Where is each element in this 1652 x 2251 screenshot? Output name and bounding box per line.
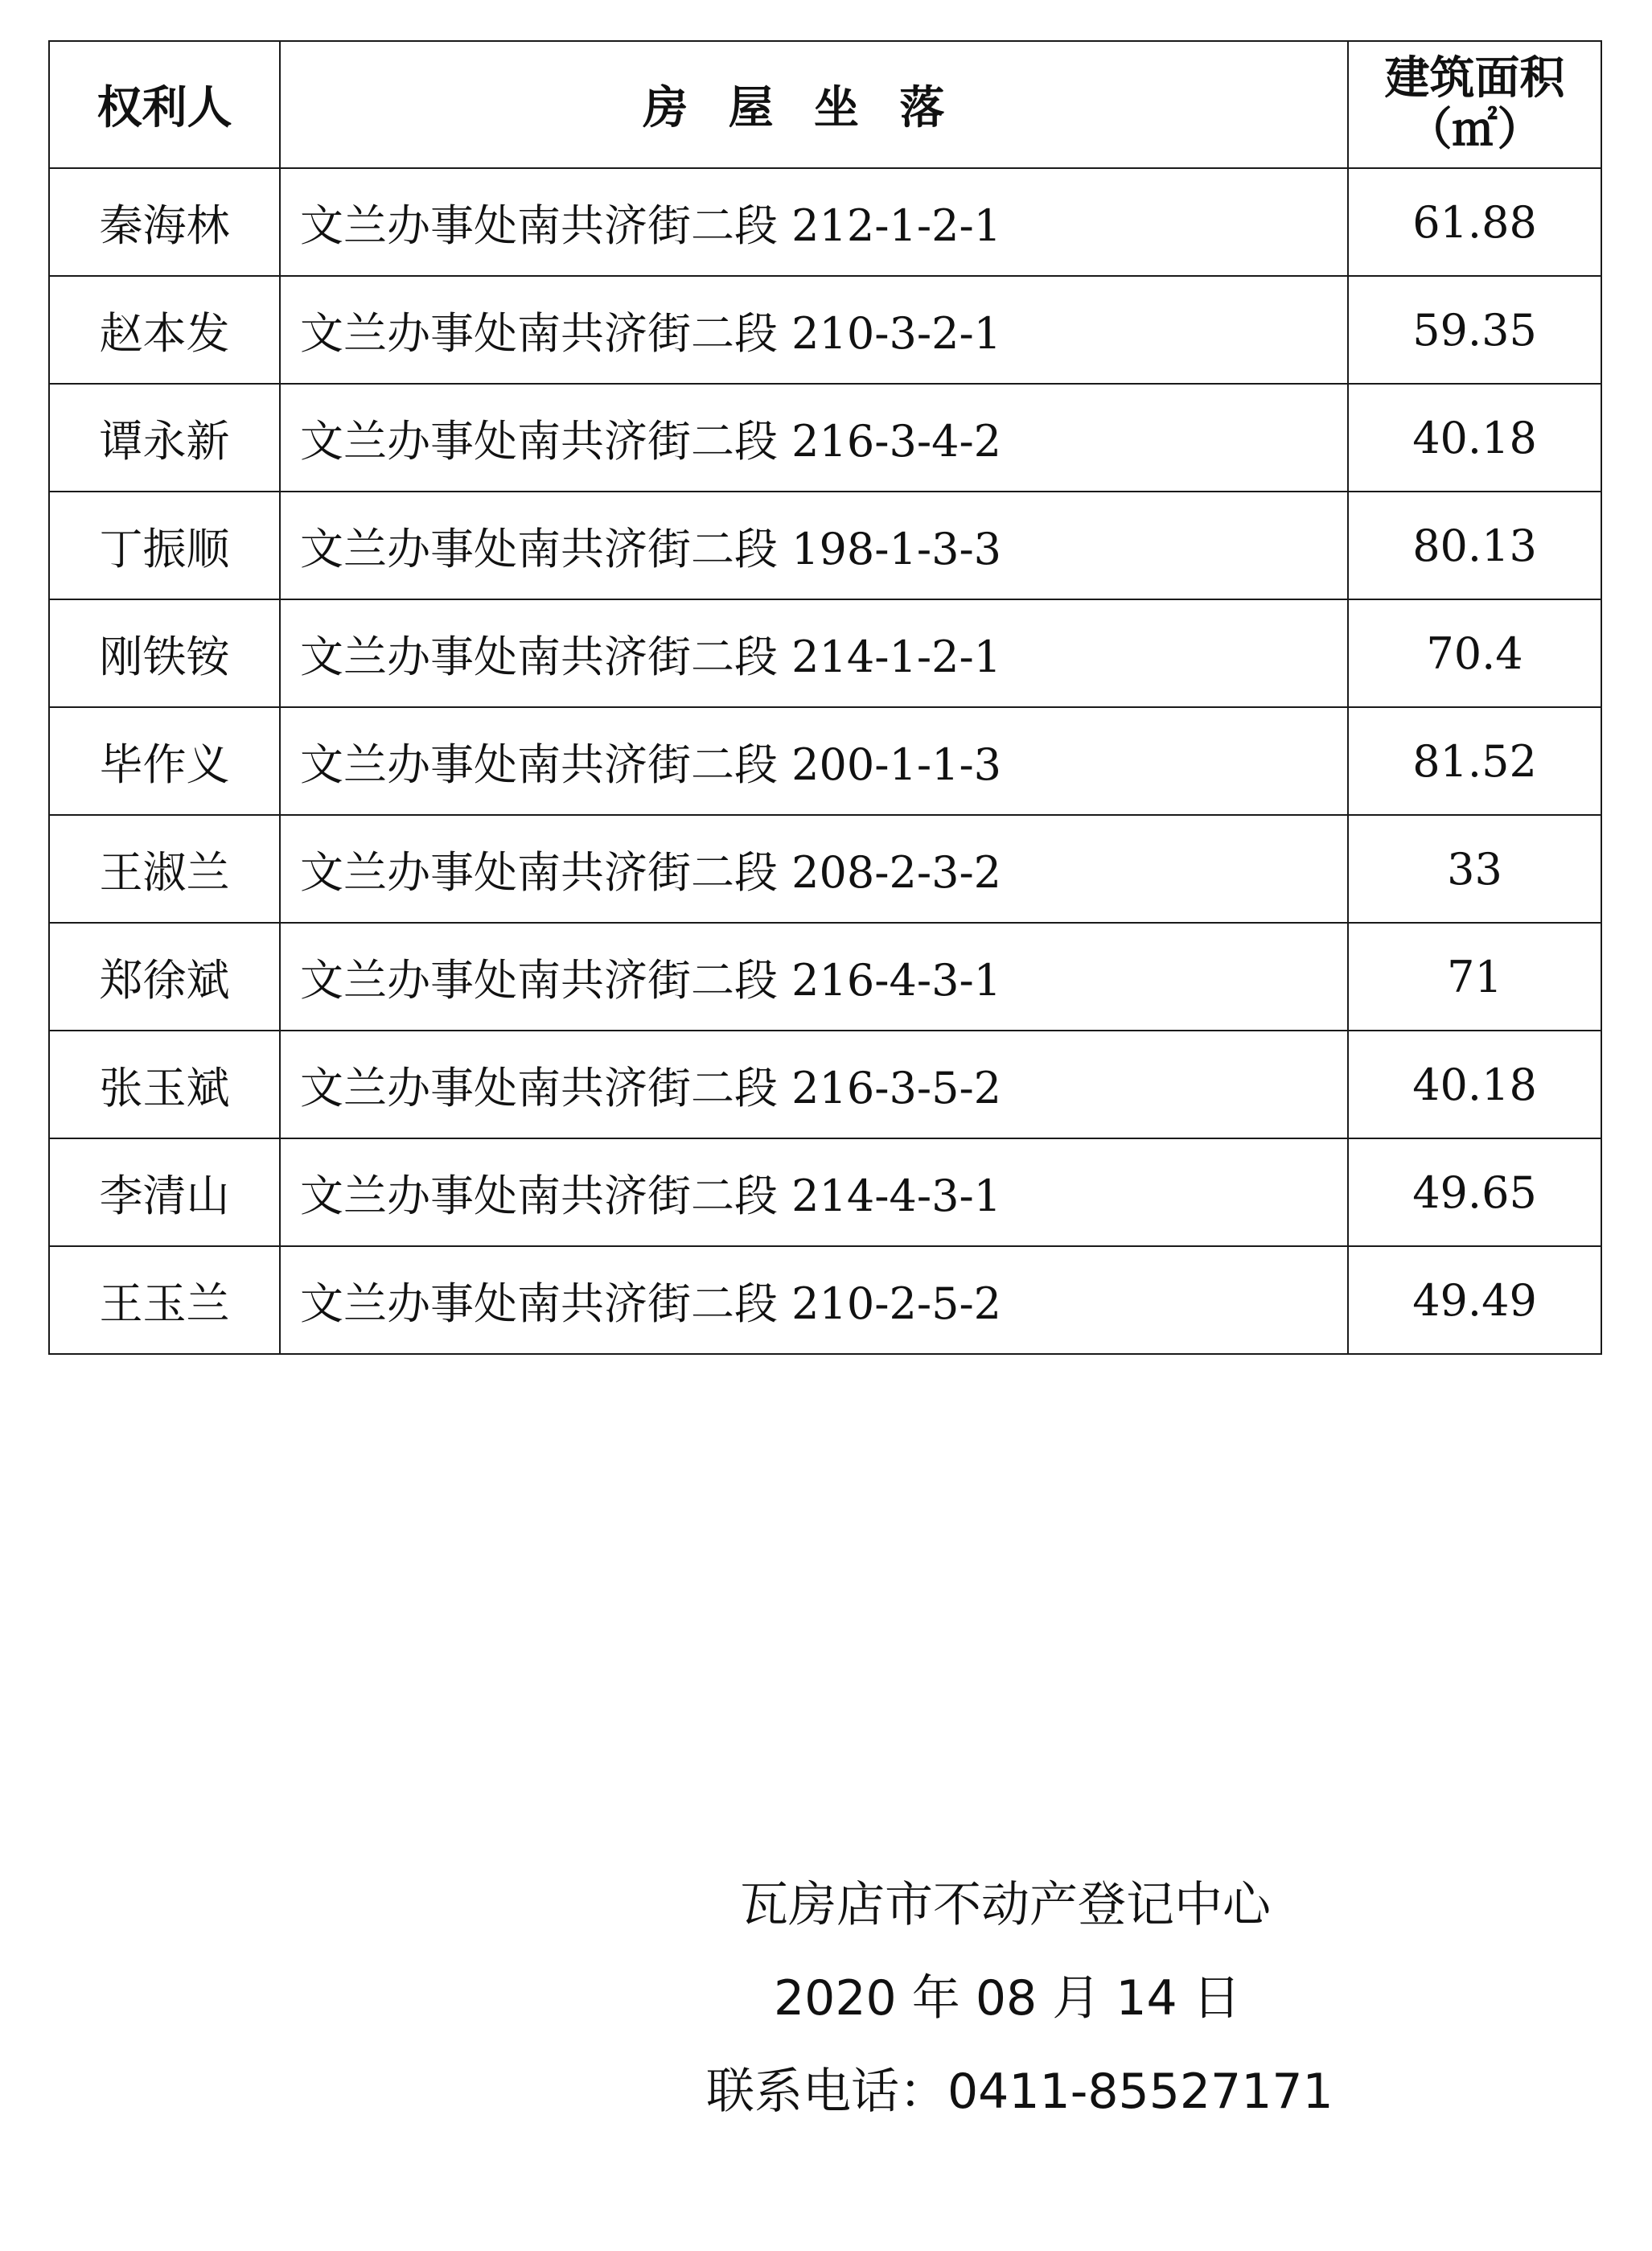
area-cell: 81.52 — [1348, 707, 1601, 815]
owner-cell: 赵本发 — [49, 276, 280, 384]
table-row — [49, 384, 1601, 492]
table-body — [49, 168, 1601, 1354]
table-row — [49, 276, 1601, 384]
area-cell: 40.18 — [1348, 384, 1601, 492]
table-header-row — [49, 41, 1601, 168]
table-row — [49, 707, 1601, 815]
owner-cell: 王淑兰 — [49, 815, 280, 923]
issue-date: 2020 年 08 月 14 日 — [774, 1970, 1241, 2027]
location-cell: 文兰办事处南共济街二段 210-3-2-1 — [280, 276, 1348, 384]
owner-cell: 王玉兰 — [49, 1246, 280, 1354]
location-cell: 文兰办事处南共济街二段 214-4-3-1 — [280, 1138, 1348, 1246]
table-row — [49, 1138, 1601, 1246]
owner-cell: 秦海林 — [49, 168, 280, 276]
table-row — [49, 1031, 1601, 1138]
property-table — [48, 40, 1602, 1355]
owner-cell: 李清山 — [49, 1138, 280, 1246]
table-row — [49, 1246, 1601, 1354]
area-cell: 49.65 — [1348, 1138, 1601, 1246]
table-row — [49, 599, 1601, 707]
location-cell: 文兰办事处南共济街二段 200-1-1-3 — [280, 707, 1348, 815]
location-cell: 文兰办事处南共济街二段 212-1-2-1 — [280, 168, 1348, 276]
header-owner: 权利人 — [49, 41, 280, 168]
location-cell: 文兰办事处南共济街二段 210-2-5-2 — [280, 1246, 1348, 1354]
owner-cell: 张玉斌 — [49, 1031, 280, 1138]
owner-cell: 郑徐斌 — [49, 923, 280, 1031]
contact-phone: 联系电话：0411-85527171 — [706, 2064, 1334, 2120]
location-cell: 文兰办事处南共济街二段 198-1-3-3 — [280, 492, 1348, 599]
area-cell: 70.4 — [1348, 599, 1601, 707]
area-cell: 33 — [1348, 815, 1601, 923]
header-area-title: 建筑面积 — [1384, 51, 1565, 105]
header-area-unit: （㎡） — [1407, 104, 1543, 156]
area-cell: 49.49 — [1348, 1246, 1601, 1354]
location-cell: 文兰办事处南共济街二段 216-3-4-2 — [280, 384, 1348, 492]
table-row — [49, 815, 1601, 923]
location-cell: 文兰办事处南共济街二段 208-2-3-2 — [280, 815, 1348, 923]
header-location: 房屋坐落 — [280, 41, 1348, 168]
location-cell: 文兰办事处南共济街二段 216-3-5-2 — [280, 1031, 1348, 1138]
owner-cell: 丁振顺 — [49, 492, 280, 599]
issuer-name: 瓦房店市不动产登记中心 — [740, 1877, 1271, 1933]
location-cell: 文兰办事处南共济街二段 216-4-3-1 — [280, 923, 1348, 1031]
location-cell: 文兰办事处南共济街二段 214-1-2-1 — [280, 599, 1348, 707]
area-cell: 71 — [1348, 923, 1601, 1031]
table-row — [49, 923, 1601, 1031]
area-cell: 61.88 — [1348, 168, 1601, 276]
owner-cell: 刚铁铵 — [49, 599, 280, 707]
owner-cell: 毕作义 — [49, 707, 280, 815]
area-cell: 59.35 — [1348, 276, 1601, 384]
header-area — [1348, 41, 1601, 168]
area-cell: 40.18 — [1348, 1031, 1601, 1138]
table-row — [49, 492, 1601, 599]
table-row — [49, 168, 1601, 276]
owner-cell: 谭永新 — [49, 384, 280, 492]
area-cell: 80.13 — [1348, 492, 1601, 599]
